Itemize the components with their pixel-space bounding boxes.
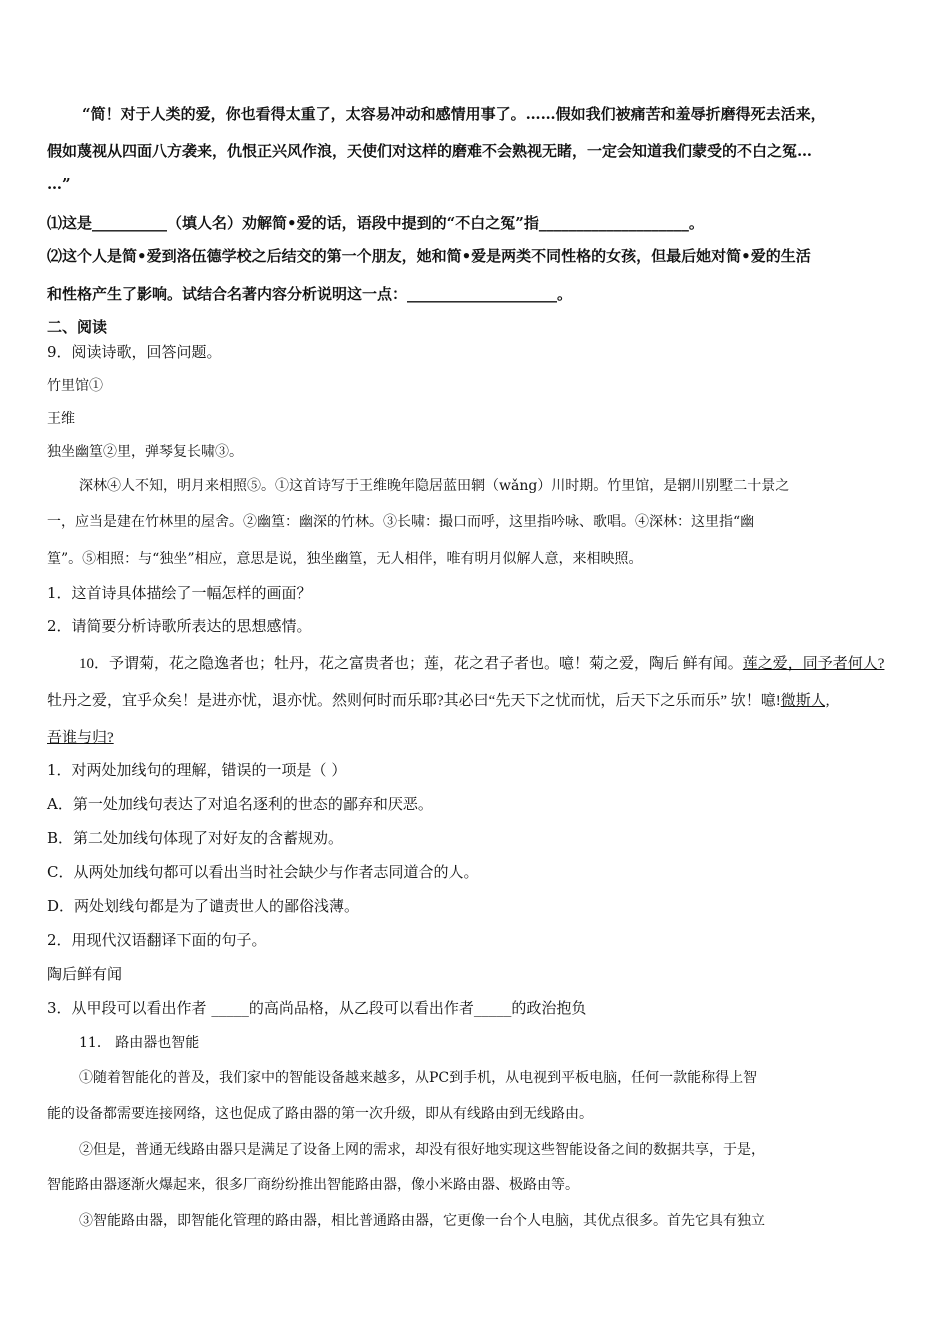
q9-prompt: 9．阅读诗歌，回答问题。: [47, 343, 222, 361]
poem-title: 竹里馆①: [47, 378, 103, 394]
article-paragraph: ②但是，普通无线路由器只是满足了设备上网的需求，却没有很好地实现这些智能设备之间的数据共享，于是，: [79, 1142, 765, 1158]
q10-passage-line: [47, 689, 830, 710]
q10-sub-2-phrase: 陶后鲜有闻: [47, 965, 123, 983]
q10-sub-2: 2．用现代汉语翻译下面的句子。: [47, 931, 267, 949]
question-1: ⑴这是__________（填人名）劝解简•爱的话，语段中提到的“不白之冤”指____________________。: [47, 214, 704, 232]
article-paragraph: ①随着智能化的普及，我们家中的智能设备越来越多，从PC到手机，从电视到平板电脑，任何一款能称得上智: [79, 1070, 758, 1086]
poem-notes: 篁”。⑤相照：与“独坐”相应，意思是说，独坐幽篁，无人相伴，唯有明月似解人意，来相映照。: [47, 551, 643, 567]
q10-passage-line: [79, 652, 884, 673]
question-2: ⑵这个人是简•爱到洛伍德学校之后结交的第一个朋友，她和简•爱是两类不同性格的女孩，但最后她对简•爱的生活: [47, 247, 811, 265]
q10-passage-text: 牡丹之爱，宜乎众矣！是进亦忧，退亦忧。然则何时而乐耶?其必曰“先天下之忧而忧，后天下之乐而乐” 欤！噫!: [47, 693, 781, 709]
underlined-sentence-2-cont: 吾谁与归?: [47, 730, 114, 746]
option-d: D．两处划线句都是为了谴责世人的鄙俗浅薄。: [47, 897, 360, 915]
option-b: B．第二处加线句体现了对好友的含蓄规劝。: [47, 829, 344, 847]
poem-line-and-notes: 深林④人不知，明月来相照⑤。①这首诗写于王维晚年隐居蓝田辋（wǎng）川时期。竹里馆，是辋川别墅二十景之: [79, 478, 790, 494]
q11-heading: 11． 路由器也智能: [79, 1035, 200, 1051]
section-heading: 二、阅读: [47, 318, 108, 336]
article-paragraph-cont: 智能路由器逐渐火爆起来，很多厂商纷纷推出智能路由器，像小米路由器、极路由等。: [47, 1177, 579, 1193]
q10-passage-text: 10．予谓菊，花之隐逸者也；牡丹，花之富贵者也；莲，花之君子者也。噫！菊之爱，陶后 鲜有闻。: [79, 656, 743, 672]
underlined-sentence-1: 莲之爱，同予者何人?: [742, 656, 885, 672]
question-2-cont: 和性格产生了影响。试结合名著内容分析说明这一点：____________________。: [47, 285, 573, 303]
quote-line: “简！对于人类的爱，你也看得太重了，太容易冲动和感情用事了。……假如我们被痛苦和羞辱折磨得死去活来，: [82, 105, 826, 123]
q9-sub-2: 2．请简要分析诗歌所表达的思想感情。: [47, 617, 312, 635]
q9-sub-1: 1．这首诗具体描绘了一幅怎样的画面？: [47, 584, 312, 602]
q10-sub-3: 3．从甲段可以看出作者 _____的高尚品格，从乙段可以看出作者_____的政治抱负: [47, 999, 587, 1017]
article-paragraph: ③智能路由器，即智能化管理的路由器，相比普通路由器，它更像一台个人电脑，其优点很多。首先它具有独立: [79, 1213, 765, 1229]
option-c: C．从两处加线句都可以看出当时社会缺少与作者志同道合的人。: [47, 863, 479, 881]
underlined-sentence-2: 微斯人,: [780, 693, 830, 709]
poem-line: 独坐幽篁②里，弹琴复长啸③。: [47, 444, 243, 460]
poem-author: 王维: [47, 411, 75, 427]
poem-notes: 一，应当是建在竹林里的屋舍。②幽篁：幽深的竹林。③长啸：撮口而呼，这里指吟咏、歌唱。④深林：这里指“幽: [47, 514, 755, 530]
quote-line: 假如蔑视从四面八方袭来，仇恨正兴风作浪，天使们对这样的磨难不会熟视无睹，一定会知道我们蒙受的不白之冤…: [47, 142, 813, 160]
quote-line: …”: [47, 175, 71, 193]
option-a: A．第一处加线句表达了对追名逐利的世态的鄙弃和厌恶。: [47, 795, 433, 813]
q10-sub-1: 1．对两处加线句的理解，错误的一项是（ ）: [47, 761, 347, 779]
article-paragraph-cont: 能的设备都需要连接网络，这也促成了路由器的第一次升级，即从有线路由到无线路由。: [47, 1106, 593, 1122]
